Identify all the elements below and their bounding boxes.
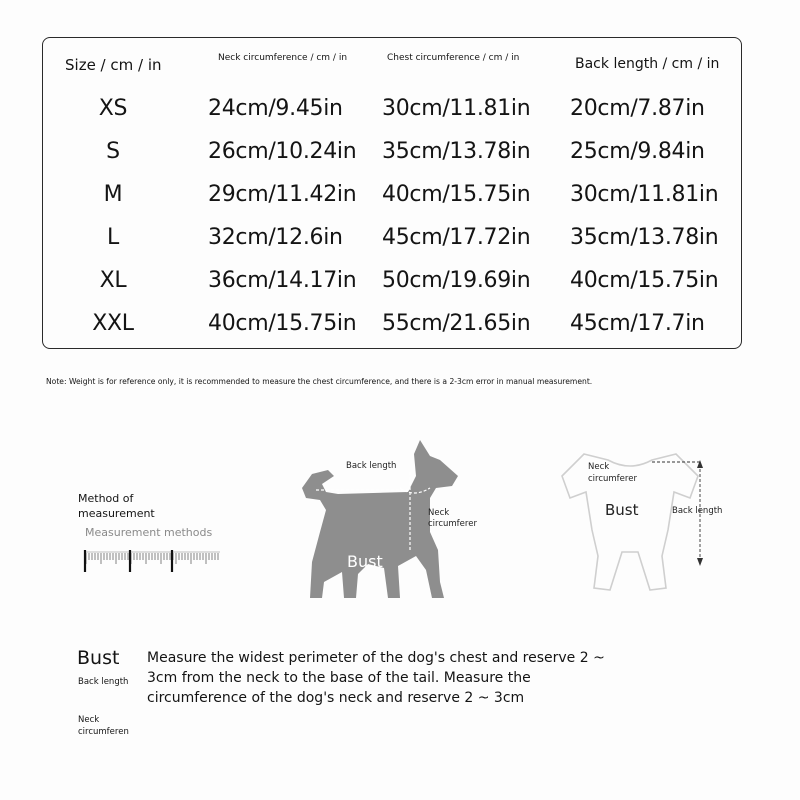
measurement-note: Note: Weight is for reference only, it is recommended to measure the chest circumference, and there is a 2-3cm error in manual measurement.	[46, 377, 593, 386]
header-size: Size / cm / in	[65, 56, 162, 74]
dog-bust-label: Bust	[347, 552, 383, 571]
neck-cell: 40cm/15.75in	[208, 311, 357, 336]
neck-cell: 29cm/11.42in	[208, 182, 357, 207]
size-cell: XL	[99, 268, 127, 293]
chest-cell: 35cm/13.78in	[382, 139, 531, 164]
dog-neck-label-2: circumferer	[428, 519, 477, 529]
pet-jumpsuit-icon	[540, 448, 730, 598]
table-row	[0, 139, 800, 179]
legend-neck-line2: circumferen	[78, 727, 129, 737]
size-cell: XXL	[92, 311, 134, 336]
measurement-description: Measure the widest perimeter of the dog's chest and reserve 2 ~ 3cm from the neck to the base of the tail. Measure the circumference of the dog's neck and reserve 2 ~ 3cm	[147, 650, 605, 706]
neck-cell: 32cm/12.6in	[208, 225, 343, 250]
chest-cell: 45cm/17.72in	[382, 225, 531, 250]
dog-back-length-label: Back length	[346, 461, 397, 471]
chest-cell: 50cm/19.69in	[382, 268, 531, 293]
table-row	[0, 225, 800, 265]
back-cell: 45cm/17.7in	[570, 311, 705, 336]
chest-cell: 30cm/11.81in	[382, 96, 531, 121]
table-row	[0, 96, 800, 136]
back-cell: 30cm/11.81in	[570, 182, 719, 207]
header-neck: Neck circumference / cm / in	[218, 53, 348, 63]
size-cell: L	[107, 225, 119, 250]
method-subtitle: Measurement methods	[85, 526, 213, 539]
neck-cell: 26cm/10.24in	[208, 139, 357, 164]
neck-cell: 24cm/9.45in	[208, 96, 343, 121]
shirt-back-length-label: Back length	[672, 506, 723, 516]
shirt-bust-label: Bust	[605, 501, 639, 519]
back-cell: 20cm/7.87in	[570, 96, 705, 121]
size-cell: M	[103, 182, 123, 207]
back-cell: 35cm/13.78in	[570, 225, 719, 250]
table-row	[0, 182, 800, 222]
size-cell: XS	[98, 96, 128, 121]
chest-cell: 40cm/15.75in	[382, 182, 531, 207]
back-cell: 40cm/15.75in	[570, 268, 719, 293]
neck-cell: 36cm/14.17in	[208, 268, 357, 293]
method-title: Method of measurement	[78, 492, 155, 520]
legend-neck-line1: Neck	[78, 715, 100, 725]
legend-bust: Bust	[77, 647, 120, 669]
table-row	[0, 268, 800, 308]
header-chest: Chest circumference / cm / in	[387, 53, 520, 63]
chest-cell: 55cm/21.65in	[382, 311, 531, 336]
header-back: Back length / cm / in	[575, 56, 720, 72]
shirt-neck-label-1: Neck	[588, 462, 610, 472]
back-cell: 25cm/9.84in	[570, 139, 705, 164]
size-cell: S	[106, 139, 120, 164]
dog-neck-label-1: Neck	[428, 508, 450, 518]
tape-measure-icon	[82, 548, 222, 574]
shirt-neck-label-2: circumferer	[588, 474, 637, 484]
legend-back-length: Back length	[78, 677, 129, 687]
table-row	[0, 311, 800, 351]
legend-neck	[78, 714, 148, 738]
